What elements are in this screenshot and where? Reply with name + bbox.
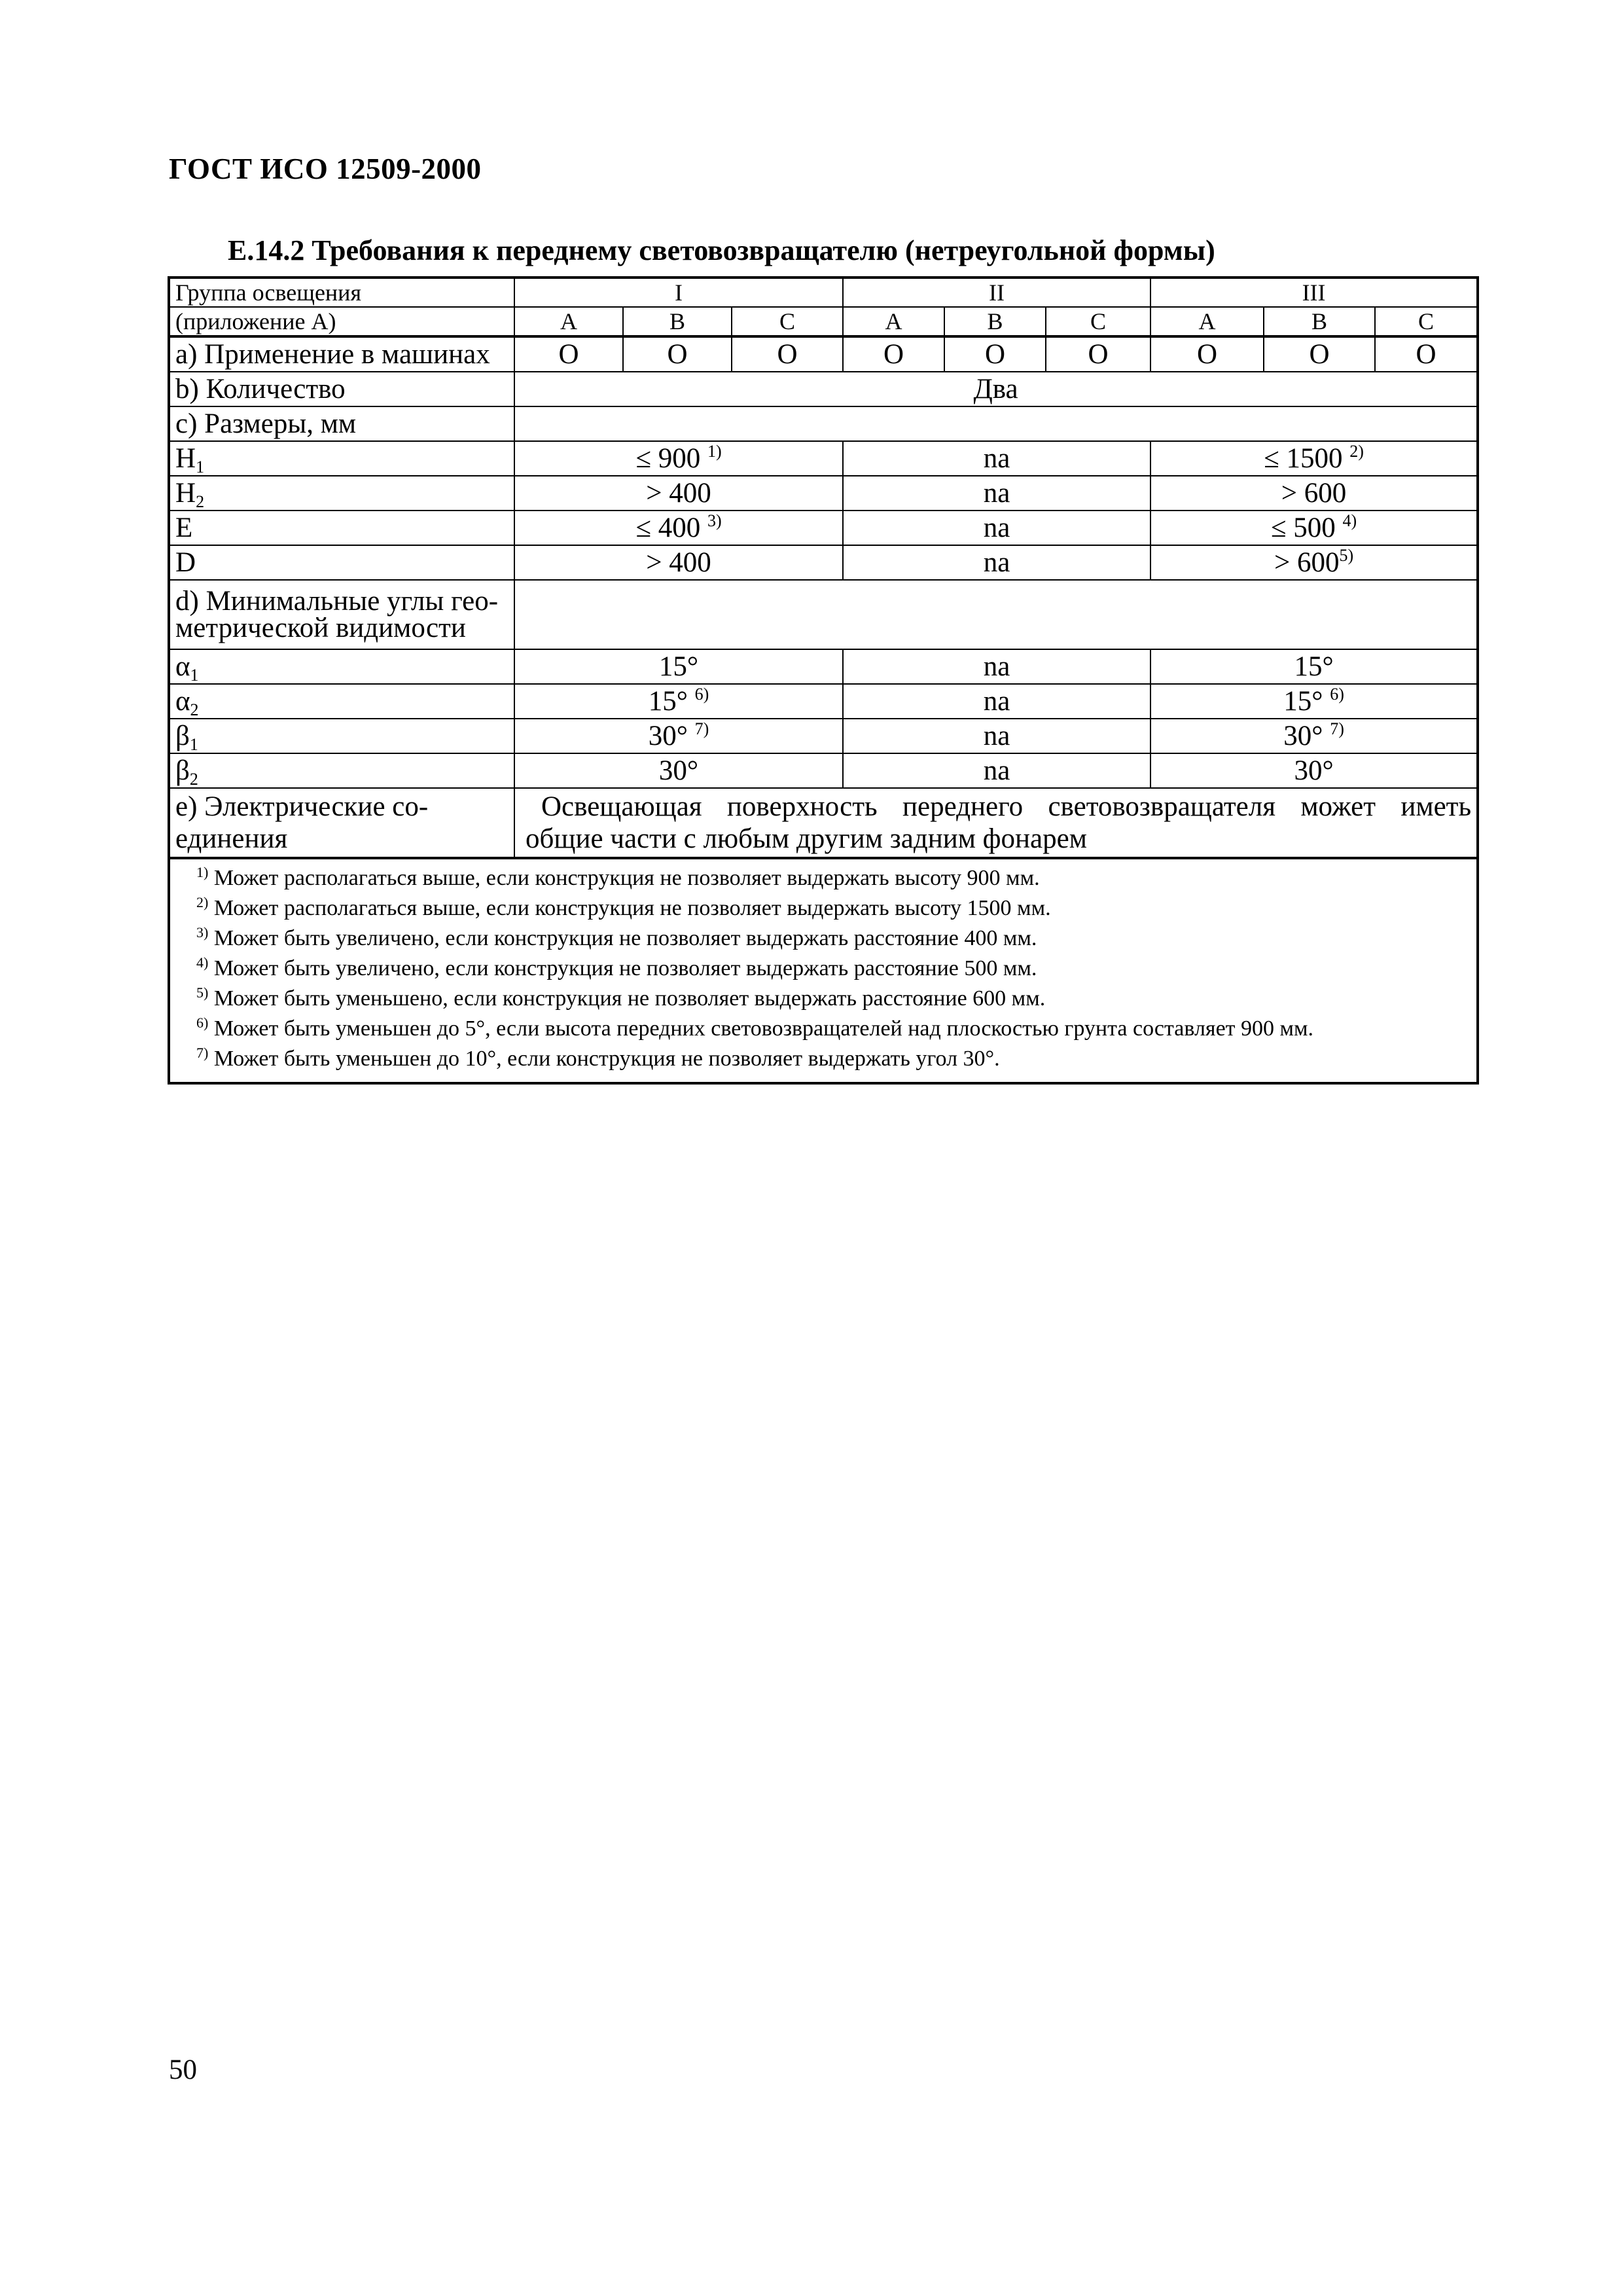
- beta1-group-iii: [1150, 719, 1478, 753]
- footnote: [196, 893, 1471, 924]
- table-row-electric: [169, 788, 1478, 858]
- subgroup-header: В: [1264, 307, 1375, 336]
- group-label-cell: [169, 278, 514, 307]
- application-value: O: [843, 336, 944, 372]
- section-title: Е.14.2 Требования к переднему световозвращателю (нетреугольной формы): [228, 234, 1215, 266]
- beta2-group-i: 30°: [514, 753, 843, 788]
- d-group-iii: [1150, 545, 1478, 580]
- subgroup-header: В: [623, 307, 732, 336]
- alpha2-subscript: 2: [190, 700, 199, 719]
- e-group-ii: na: [843, 511, 1150, 545]
- row-label-alpha2: [169, 684, 514, 719]
- angles-label-line2: метрической видимости: [175, 613, 466, 643]
- alpha2-group-ii: na: [843, 684, 1150, 719]
- subgroup-header: С: [1375, 307, 1478, 336]
- alpha2-symbol: α: [175, 685, 190, 717]
- electric-text-line1: Освещающая поверхность переднего световозвращателя может иметь: [541, 791, 1472, 822]
- electric-text-line2: общие части с любым другим задним фонарем: [526, 823, 1087, 854]
- table-row-dimensions: [169, 406, 1478, 441]
- application-value: O: [623, 336, 732, 372]
- row-label-angles: [169, 580, 514, 649]
- alpha2-group-iii-value: 15°: [1283, 685, 1323, 717]
- alpha1-group-i: 15°: [514, 649, 843, 684]
- table-row-angles-heading: [169, 580, 1478, 649]
- footnote: [196, 863, 1471, 893]
- application-value: O: [1150, 336, 1264, 372]
- angles-empty-cell: [514, 580, 1478, 649]
- beta2-group-iii: 30°: [1150, 753, 1478, 788]
- beta1-group-iii-value: 30°: [1283, 720, 1323, 751]
- table-row-footnotes: [169, 858, 1478, 1083]
- application-value: O: [732, 336, 843, 372]
- beta1-symbol: β: [175, 720, 190, 751]
- footnote-ref: 6): [694, 684, 709, 704]
- subgroup-header: А: [843, 307, 944, 336]
- footnote-ref: 2): [1349, 441, 1364, 461]
- h2-subscript: 2: [196, 492, 205, 511]
- row-label-h1: [169, 441, 514, 476]
- footnote-text: Может быть уменьшен до 10°, если конструкция не позволяет выдержать угол 30°.: [213, 1047, 1000, 1071]
- e-group-i-value: ≤ 400: [635, 512, 701, 543]
- h1-group-ii: na: [843, 441, 1150, 476]
- application-value: O: [1264, 336, 1375, 372]
- beta2-group-ii: na: [843, 753, 1150, 788]
- h2-group-i: > 400: [514, 476, 843, 511]
- e-group-i: [514, 511, 843, 545]
- row-label-alpha1: [169, 649, 514, 684]
- row-label-application: a) Применение в машинах: [169, 336, 514, 372]
- table-header-row-groups: [169, 278, 1478, 307]
- footnote-ref: 1): [707, 441, 722, 461]
- row-label-beta2: [169, 753, 514, 788]
- h1-group-iii-value: ≤ 1500: [1264, 442, 1343, 474]
- beta1-group-i: [514, 719, 843, 753]
- beta1-subscript: 1: [189, 734, 198, 753]
- application-value: O: [514, 336, 623, 372]
- table-row-quantity: [169, 372, 1478, 406]
- footnote-mark: 7): [196, 1045, 209, 1061]
- table-row-alpha2: [169, 684, 1478, 719]
- alpha1-subscript: 1: [190, 665, 199, 684]
- footnote-text: Может располагаться выше, если конструкция не позволяет выдержать высоту 1500 мм.: [213, 896, 1051, 920]
- angles-label-line1: d) Минимальные углы гео-: [175, 586, 499, 617]
- table-row-beta2: [169, 753, 1478, 788]
- d-group-ii: na: [843, 545, 1150, 580]
- requirements-table: [168, 276, 1479, 1085]
- footnote: [196, 954, 1471, 984]
- footnote: [196, 1044, 1471, 1074]
- h2-symbol: H: [175, 477, 196, 509]
- d-group-iii-value: > 600: [1274, 547, 1340, 578]
- footnote-ref: 4): [1342, 511, 1357, 530]
- h1-group-i-value: ≤ 900: [635, 442, 701, 474]
- h2-group-ii: na: [843, 476, 1150, 511]
- row-label-h2: [169, 476, 514, 511]
- footnote-ref: 7): [694, 719, 709, 738]
- footnote-mark: 1): [196, 864, 209, 880]
- d-group-i: > 400: [514, 545, 843, 580]
- footnote-ref: 7): [1330, 719, 1344, 738]
- application-value: O: [1046, 336, 1150, 372]
- alpha2-group-i: [514, 684, 843, 719]
- beta2-subscript: 2: [189, 769, 198, 788]
- row-label-electric: [169, 788, 514, 858]
- e-group-iii-value: ≤ 500: [1270, 512, 1336, 543]
- row-label-d: D: [169, 545, 514, 580]
- row-label-quantity: b) Количество: [169, 372, 514, 406]
- footnote-ref: 6): [1330, 684, 1344, 704]
- group-header-iii: III: [1150, 278, 1478, 307]
- group-header-i: I: [514, 278, 843, 307]
- application-value: O: [944, 336, 1046, 372]
- h2-group-iii: > 600: [1150, 476, 1478, 511]
- application-value: O: [1375, 336, 1478, 372]
- footnote: [196, 984, 1471, 1014]
- subgroup-header: С: [732, 307, 843, 336]
- alpha2-group-iii: [1150, 684, 1478, 719]
- footnote-ref: 3): [707, 511, 722, 530]
- electric-label-line2: единения: [175, 823, 288, 854]
- footnote-text: Может быть уменьшен до 5°, если высота передних световозвращателей над плоскостью грунта составляет 900 мм.: [213, 1016, 1314, 1041]
- table-row-h2: [169, 476, 1478, 511]
- h1-subscript: 1: [196, 457, 205, 476]
- quantity-value: Два: [514, 372, 1478, 406]
- group-label-line1: Группа освещения: [175, 279, 362, 306]
- subgroup-header: В: [944, 307, 1046, 336]
- beta1-group-ii: na: [843, 719, 1150, 753]
- subgroup-header: С: [1046, 307, 1150, 336]
- row-label-e: E: [169, 511, 514, 545]
- group-header-ii: II: [843, 278, 1150, 307]
- subgroup-header: А: [514, 307, 623, 336]
- table-row-d: [169, 545, 1478, 580]
- electric-value: [514, 788, 1478, 858]
- alpha1-group-ii: na: [843, 649, 1150, 684]
- footnote-mark: 4): [196, 954, 209, 971]
- footnotes-cell: [169, 858, 1478, 1083]
- group-label-cell-2: [169, 307, 514, 336]
- alpha1-symbol: α: [175, 651, 190, 682]
- table-row-alpha1: [169, 649, 1478, 684]
- footnote-mark: 2): [196, 894, 209, 910]
- h1-group-i: [514, 441, 843, 476]
- alpha2-group-i-value: 15°: [648, 685, 688, 717]
- beta1-group-i-value: 30°: [648, 720, 688, 751]
- alpha1-group-iii: 15°: [1150, 649, 1478, 684]
- footnote: [196, 924, 1471, 954]
- table-header-row-subgroups: [169, 307, 1478, 336]
- table-row-application: [169, 336, 1478, 372]
- h1-symbol: H: [175, 442, 196, 474]
- beta2-symbol: β: [175, 755, 190, 786]
- footnote-text: Может быть увеличено, если конструкция не позволяет выдержать расстояние 500 мм.: [213, 956, 1037, 980]
- footnote-text: Может быть увеличено, если конструкция не позволяет выдержать расстояние 400 мм.: [213, 926, 1037, 950]
- subgroup-header: А: [1150, 307, 1264, 336]
- footnote-mark: 5): [196, 984, 209, 1001]
- table-row-beta1: [169, 719, 1478, 753]
- row-label-beta1: [169, 719, 514, 753]
- footnote-text: Может быть уменьшено, если конструкция не позволяет выдержать расстояние 600 мм.: [213, 986, 1046, 1011]
- e-group-iii: [1150, 511, 1478, 545]
- footnote-ref: 5): [1339, 545, 1354, 565]
- dimensions-empty-cell: [514, 406, 1478, 441]
- footnote-mark: 6): [196, 1014, 209, 1031]
- footnote-mark: 3): [196, 924, 209, 941]
- h1-group-iii: [1150, 441, 1478, 476]
- row-label-dimensions: c) Размеры, мм: [169, 406, 514, 441]
- table-row-h1: [169, 441, 1478, 476]
- group-label-line2: (приложение А): [175, 308, 336, 334]
- document-header: ГОСТ ИСО 12509-2000: [169, 152, 482, 185]
- footnote: [196, 1014, 1471, 1044]
- page-number: 50: [169, 2054, 197, 2085]
- electric-label-line1: e) Электрические со-: [175, 791, 429, 822]
- table-row-e: [169, 511, 1478, 545]
- footnote-text: Может располагаться выше, если конструкция не позволяет выдержать высоту 900 мм.: [213, 866, 1040, 890]
